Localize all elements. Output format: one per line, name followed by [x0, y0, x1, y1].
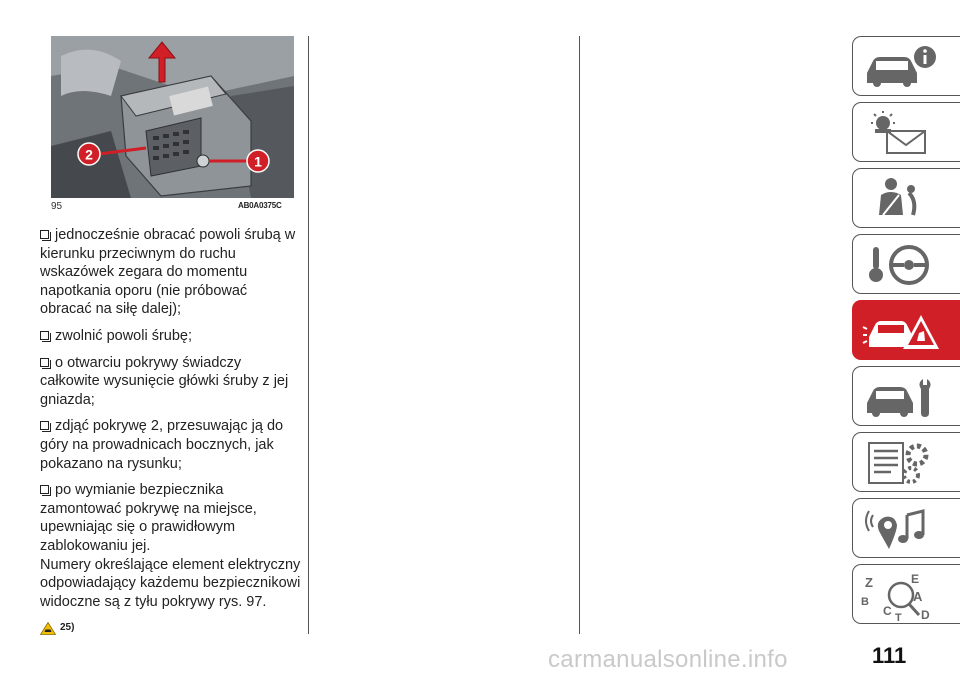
technical-data-icon: [861, 439, 941, 487]
watermark: carmanualsonline.info: [548, 646, 788, 673]
page-number: 111: [872, 643, 907, 668]
warning-reference-label: 25): [60, 622, 75, 634]
column-divider-right: [579, 36, 580, 634]
svg-text:C: C: [883, 604, 892, 618]
tab-maintenance[interactable]: [852, 366, 960, 426]
svg-text:A: A: [913, 589, 923, 604]
checkbox-bullet-icon: [40, 230, 49, 239]
instructions-column: [40, 226, 302, 638]
note-text: Numery określające element elektryczny odpowiadający każdemu bezpiecznikowi widoczne są z tyłu pokrywy rys. 97.: [40, 556, 301, 610]
figure-code: AB0A0375C: [238, 201, 282, 210]
fuse-box-figure: [51, 36, 294, 198]
callout-2-label: 2: [85, 146, 93, 163]
index-icon: [861, 571, 941, 621]
tab-starting-driving[interactable]: [852, 234, 960, 294]
fuse-box-illustration: [51, 36, 294, 198]
figure-number: 95: [51, 201, 63, 212]
tab-emergency[interactable]: [852, 300, 960, 360]
multimedia-icon: [861, 505, 941, 553]
safety-icon: [861, 175, 941, 223]
maintenance-icon: [861, 373, 941, 421]
tab-car-info[interactable]: [852, 36, 960, 96]
step-item: po wymianie bezpiecznika zamontować pokrywę na miejsce, upewniając się o prawidłowym zablokowaniu jej.: [40, 482, 257, 554]
checkbox-bullet-icon: [40, 421, 49, 430]
car-info-icon: [861, 43, 941, 91]
warning-reference[interactable]: [40, 619, 302, 638]
step-item: jednocześnie obracać powoli śrubą w kierunku przeciwnym do ruchu wskazówek zegara do momentu napotkania oporu (nie próbować obracać na siłę dalej);: [40, 227, 296, 318]
tab-technical-data[interactable]: [852, 432, 960, 492]
warning-car-icon: [40, 622, 56, 635]
svg-text:D: D: [921, 608, 930, 621]
tab-index[interactable]: [852, 564, 960, 624]
svg-text:B: B: [861, 596, 869, 608]
svg-text:T: T: [895, 612, 902, 621]
svg-text:E: E: [911, 572, 920, 586]
checkbox-bullet-icon: [40, 331, 49, 340]
column-divider-left: [308, 36, 309, 634]
tab-multimedia[interactable]: [852, 498, 960, 558]
checkbox-bullet-icon: [40, 485, 49, 494]
emergency-icon: [861, 307, 941, 355]
callout-1-label: 1: [254, 153, 262, 170]
tab-warning-lights[interactable]: [852, 102, 960, 162]
step-item: zdjąć pokrywę 2, przesuwając ją do góry na prowadnicach bocznych, jak pokazano na rysunku;: [40, 418, 284, 472]
step-item: zwolnić powoli śrubę;: [40, 327, 302, 346]
tab-safety[interactable]: [852, 168, 960, 228]
svg-text:Z: Z: [865, 575, 873, 590]
starting-driving-icon: [861, 241, 941, 289]
checkbox-bullet-icon: [40, 358, 49, 367]
step-item: o otwarciu pokrywy świadczy całkowite wysunięcie główki śruby z jej gniazda;: [40, 354, 289, 408]
warning-lights-icon: [861, 109, 941, 157]
